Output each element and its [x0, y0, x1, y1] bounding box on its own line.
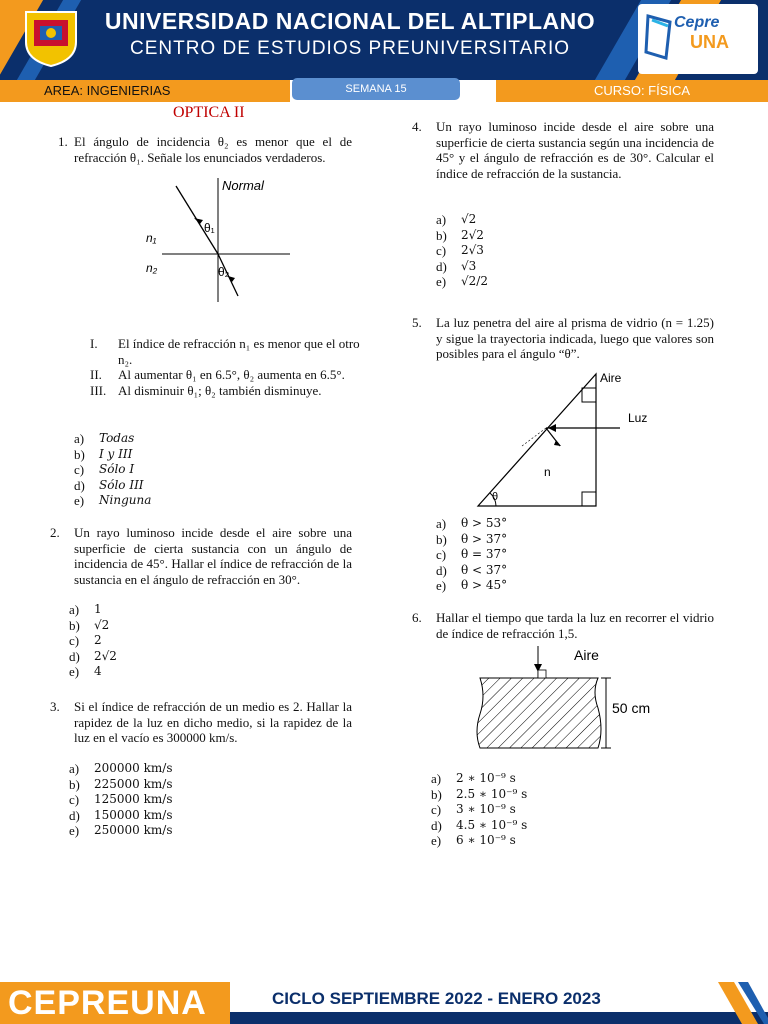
footer-cycle: CICLO SEPTIEMBRE 2022 - ENERO 2023 [272, 989, 601, 1008]
prism-figure [470, 366, 670, 510]
option-value: √2 [94, 617, 110, 632]
option-value: 225000 km/s [94, 776, 173, 791]
theta1-label: θ₁ [204, 221, 215, 235]
statement-row [90, 336, 360, 367]
option-letter: a) [436, 212, 447, 227]
option-row[interactable] [436, 578, 507, 594]
option-letter: d) [431, 817, 442, 833]
question-1-text: El ángulo de incidencia θ₂ es menor que el de refracción θ₁. Señale los enunciados verdaderos. [74, 134, 352, 165]
question-6-options [431, 771, 527, 849]
statement-row [90, 367, 360, 383]
normal-label: Normal [222, 178, 264, 193]
question-number: 2. [50, 525, 60, 540]
option-letter: c) [74, 462, 85, 477]
option-value: 4 [94, 664, 102, 678]
aire-label: Aire [574, 647, 599, 663]
option-value: 200000 km/s [94, 761, 173, 775]
option-value: Todas [99, 431, 135, 445]
option-letter: c) [436, 243, 447, 258]
curso-bar [496, 80, 768, 102]
option-row[interactable] [431, 818, 527, 834]
option-value: 2 [94, 633, 102, 647]
option-row[interactable] [69, 823, 172, 839]
theta-label: θ [492, 491, 499, 503]
statement-number: II. [90, 367, 102, 382]
option-row[interactable] [436, 212, 488, 228]
option-letter: c) [436, 547, 447, 562]
header-banner [0, 0, 768, 80]
option-letter: c) [431, 802, 442, 817]
option-row[interactable] [69, 664, 117, 680]
option-value: √2/2 [461, 274, 488, 288]
option-value: 2 ∗ 10⁻⁹ s [456, 771, 516, 785]
area-label: AREA: INGENIERIAS [44, 83, 171, 98]
option-letter: a) [69, 602, 80, 617]
thickness-label: 50 cm [612, 700, 651, 716]
option-letter: c) [69, 792, 80, 807]
option-value: 2√2 [94, 648, 117, 663]
option-letter: e) [436, 578, 447, 593]
option-letter: b) [431, 786, 442, 802]
question-number: 6. [412, 610, 422, 625]
option-value: θ = 37° [461, 547, 508, 561]
glass-slab-figure [470, 640, 670, 752]
option-letter: c) [69, 633, 80, 648]
option-row[interactable] [436, 243, 488, 259]
option-row[interactable] [436, 228, 488, 244]
cepreuna-logo [638, 4, 758, 74]
option-letter: a) [431, 771, 442, 786]
option-letter: b) [436, 531, 447, 547]
option-value: 1 [94, 602, 102, 616]
n1-label: n₁ [146, 231, 157, 245]
option-row[interactable] [69, 792, 172, 808]
option-letter: d) [436, 258, 447, 274]
option-letter: b) [436, 227, 447, 243]
footer-brand: CEPREUNA [8, 984, 207, 1022]
option-row[interactable] [74, 431, 151, 447]
option-letter: d) [69, 648, 80, 664]
option-row[interactable] [69, 777, 172, 793]
page-title: OPTICA II [173, 104, 245, 121]
option-letter: e) [436, 274, 447, 289]
question-number: 1. [58, 134, 68, 149]
luz-label: Luz [628, 411, 648, 425]
option-value: 125000 km/s [94, 792, 173, 806]
option-value: 2√2 [461, 227, 484, 242]
option-row[interactable] [431, 771, 527, 787]
question-3-options [69, 761, 172, 839]
semana-badge: SEMANA 15 [292, 78, 460, 100]
option-row[interactable] [69, 602, 117, 618]
option-row[interactable] [431, 833, 527, 849]
question-number: 3. [50, 699, 60, 714]
option-value: 6 ∗ 10⁻⁹ s [456, 833, 516, 847]
option-row[interactable] [69, 808, 172, 824]
option-letter: e) [69, 823, 80, 838]
option-letter: b) [69, 776, 80, 792]
option-letter: a) [74, 431, 85, 446]
option-row[interactable] [74, 493, 151, 509]
question-3-text: Si el índice de refracción de un medio es 2. Hallar la rapidez de la luz en dicho medio, si la rapidez de la luz en el vacío es 300000 km/s. [74, 699, 352, 745]
option-row[interactable] [431, 787, 527, 803]
question-6-text: Hallar el tiempo que tarda la luz en recorrer el vidrio de índice de refracción 1,5. [436, 610, 714, 641]
statement-number: III. [90, 382, 107, 398]
option-row[interactable] [74, 447, 151, 463]
question-5-options [436, 516, 507, 594]
university-name: UNIVERSIDAD NACIONAL DEL ALTIPLANO [104, 8, 596, 34]
question-2-text: Un rayo luminoso incide desde el aire sobre una superficie de cierta sustancia con un ángulo de incidencia de 45°. Hallar el índice de refracción de la sustancia en el ángulo de refracción en 30°. [74, 525, 352, 587]
option-value: √3 [461, 258, 477, 273]
area-bar [0, 80, 290, 102]
option-row[interactable] [69, 761, 172, 777]
option-value: I y III [99, 446, 133, 461]
question-5-text: La luz penetra del aire al prisma de vidrio (n = 1.25) y sigue la trayectoria indicada, luego que valores son posibles para el ángulo “θ”. [436, 315, 714, 361]
option-value: 3 ∗ 10⁻⁹ s [456, 802, 516, 816]
option-value: θ > 45° [461, 578, 508, 592]
question-4-options [436, 212, 488, 290]
question-2-options [69, 602, 117, 680]
option-row[interactable] [69, 649, 117, 665]
statement-text: El índice de refracción n₁ es menor que el otro n₂. [118, 336, 360, 367]
option-row[interactable] [436, 516, 507, 532]
option-row[interactable] [69, 633, 117, 649]
option-row[interactable] [74, 478, 151, 494]
option-value: 2.5 ∗ 10⁻⁹ s [456, 786, 528, 801]
question-number: 4. [412, 119, 422, 134]
question-1-options [74, 431, 151, 509]
option-value: θ > 53° [461, 516, 508, 530]
option-value: θ > 37° [461, 531, 508, 546]
option-row[interactable] [436, 563, 507, 579]
curso-label: CURSO: FÍSICA [594, 83, 691, 98]
option-letter: d) [69, 807, 80, 823]
center-name: CENTRO DE ESTUDIOS PREUNIVERSITARIO [129, 38, 571, 59]
option-value: √2 [461, 212, 477, 226]
option-letter: d) [74, 477, 85, 493]
question-4-text: Un rayo luminoso incide desde el aire sobre una superficie de cierta sustancia según una incidencia de 45° y el ángulo de refracción es de 30°. Calcular el índice de refracción de la sustancia. [436, 119, 714, 181]
option-value: 2√3 [461, 243, 484, 257]
statement-row [90, 383, 360, 399]
option-row[interactable] [74, 462, 151, 478]
option-letter: d) [436, 562, 447, 578]
option-value: Sólo III [99, 477, 144, 492]
option-value: 150000 km/s [94, 807, 173, 822]
option-value: θ < 37° [461, 562, 508, 577]
option-value: 250000 km/s [94, 823, 173, 837]
option-letter: a) [436, 516, 447, 531]
n-label: n [544, 465, 551, 479]
statement-text: Al aumentar θ₁ en 6.5°, θ₂ aumenta en 6.5°. [118, 367, 345, 382]
option-row[interactable] [436, 259, 488, 275]
n2-label: n₂ [146, 261, 158, 275]
question-number: 5. [412, 315, 422, 330]
option-letter: b) [74, 446, 85, 462]
cepreuna-book-icon [644, 12, 674, 62]
option-letter: e) [74, 493, 85, 508]
option-letter: b) [69, 617, 80, 633]
option-row[interactable] [436, 274, 488, 290]
option-row[interactable] [431, 802, 527, 818]
logo-text-una: UNA [690, 32, 729, 52]
university-crest-icon [22, 8, 80, 68]
statement-text: Al disminuir θ₁; θ₂ también disminuye. [118, 382, 322, 398]
option-row[interactable] [436, 547, 507, 563]
refraction-figure [140, 176, 300, 304]
statement-number: I. [90, 336, 98, 351]
footer-corner-stripes [708, 982, 768, 1024]
theta2-label: θ₂ [218, 265, 230, 279]
option-value: Ninguna [99, 493, 152, 507]
option-letter: e) [431, 833, 442, 848]
logo-text-cepre: Cepre [674, 14, 720, 31]
option-letter: a) [69, 761, 80, 776]
question-1-statements [90, 336, 360, 398]
option-row[interactable] [69, 618, 117, 634]
option-letter: e) [69, 664, 80, 679]
option-value: 4.5 ∗ 10⁻⁹ s [456, 817, 528, 832]
aire-label: Aire [600, 371, 622, 385]
footer [0, 982, 768, 1024]
option-value: Sólo I [99, 462, 135, 476]
option-row[interactable] [436, 532, 507, 548]
